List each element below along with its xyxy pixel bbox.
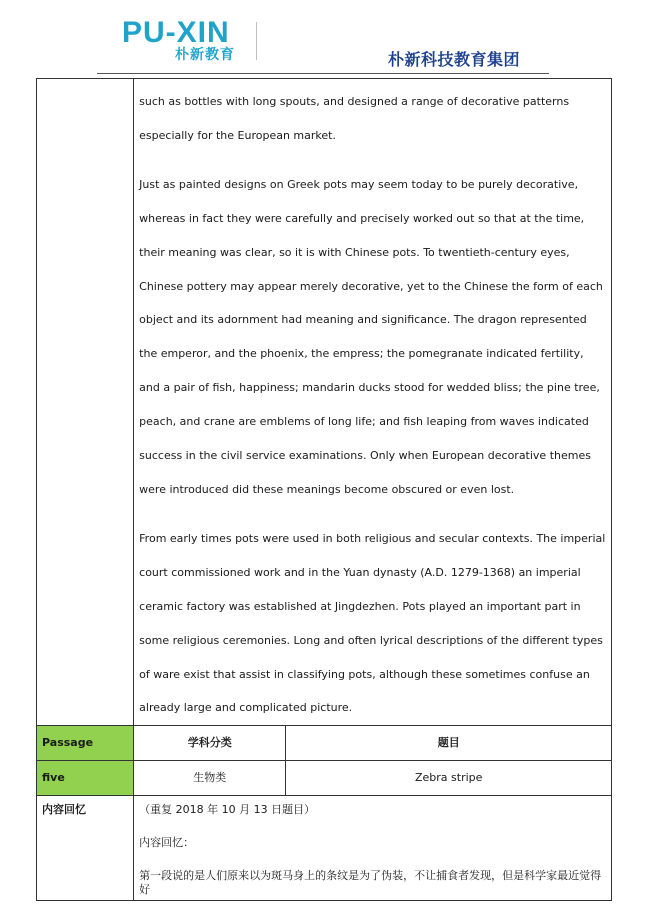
recall-row <box>37 796 612 901</box>
header-rule <box>97 73 549 74</box>
recall-label: 内容回忆 <box>42 803 86 817</box>
recall-text: 第一段说的是人们原来以为斑马身上的条纹是为了伪装，不让捕食者发现，但是科学家最近觉得好 <box>139 869 602 897</box>
passage-text-row <box>37 79 612 726</box>
logo-wordmark: PU-XIN <box>122 16 230 49</box>
left-empty-cell <box>37 79 134 726</box>
recall-intro: 内容回忆： <box>139 836 195 850</box>
logo-divider <box>256 22 257 60</box>
passage-number: five <box>42 771 65 785</box>
passage-paragraph-1: such as bottles with long spouts, and designed a range of decorative patterns especially for the European market. <box>139 95 570 142</box>
subject-header: 学科分类 <box>134 726 286 761</box>
subject-value: 生物类 <box>134 761 286 796</box>
repeat-note: （重复 2018 年 10 月 13 日题目） <box>139 803 316 817</box>
passage-label-cell-top <box>37 726 134 761</box>
title-value: Zebra stripe <box>286 761 612 796</box>
passage-header-row <box>37 726 612 761</box>
document-table <box>36 78 612 901</box>
passage-label: Passage <box>42 736 94 750</box>
recall-label-cell <box>37 796 134 901</box>
recall-content-cell <box>134 796 612 901</box>
passage-paragraph-3: From early times pots were used in both religious and secular contexts. The imperial court commissioned work and in the Yuan dynasty (A.D. 1279-1368) an imperial ceramic factory was established at Jingdezhen. Pots played an important part in some religious ceremonies. Long and often lyrical descriptions of the different types of ware exist that assist in classifying pots, although these sometimes confuse an already large and complicated picture. <box>139 531 606 715</box>
passage-paragraph-2: Just as painted designs on Greek pots may seem today to be purely decorative, whereas in fact they were carefully and precisely worked out so that at the time, their meaning was clear, so it is with Chinese pots. To twentieth-century eyes, Chinese pottery may appear merely decorative, yet to the Chinese the form of each object and its adornment had meaning and significance. The dragon represented the emperor, and the phoenix, the empress; the pomegranate indicated fertility, and a pair of fish, happiness; mandarin ducks stood for wedded bliss; the pine tree, peach, and crane are emblems of long life; and fish leaping from waves indicated success in the civil service examinations. Only when European decorative themes were introduced did these meanings become obscured or even lost. <box>139 177 603 496</box>
puxin-logo <box>122 18 262 64</box>
passage-value-row <box>37 761 612 796</box>
passage-label-cell-bottom <box>37 761 134 796</box>
organization-name: 朴新科技教育集团 <box>388 50 521 69</box>
title-header: 题目 <box>286 726 612 761</box>
passage-text-cell <box>134 79 612 726</box>
logo-chinese-name: 朴新教育 <box>175 47 235 63</box>
